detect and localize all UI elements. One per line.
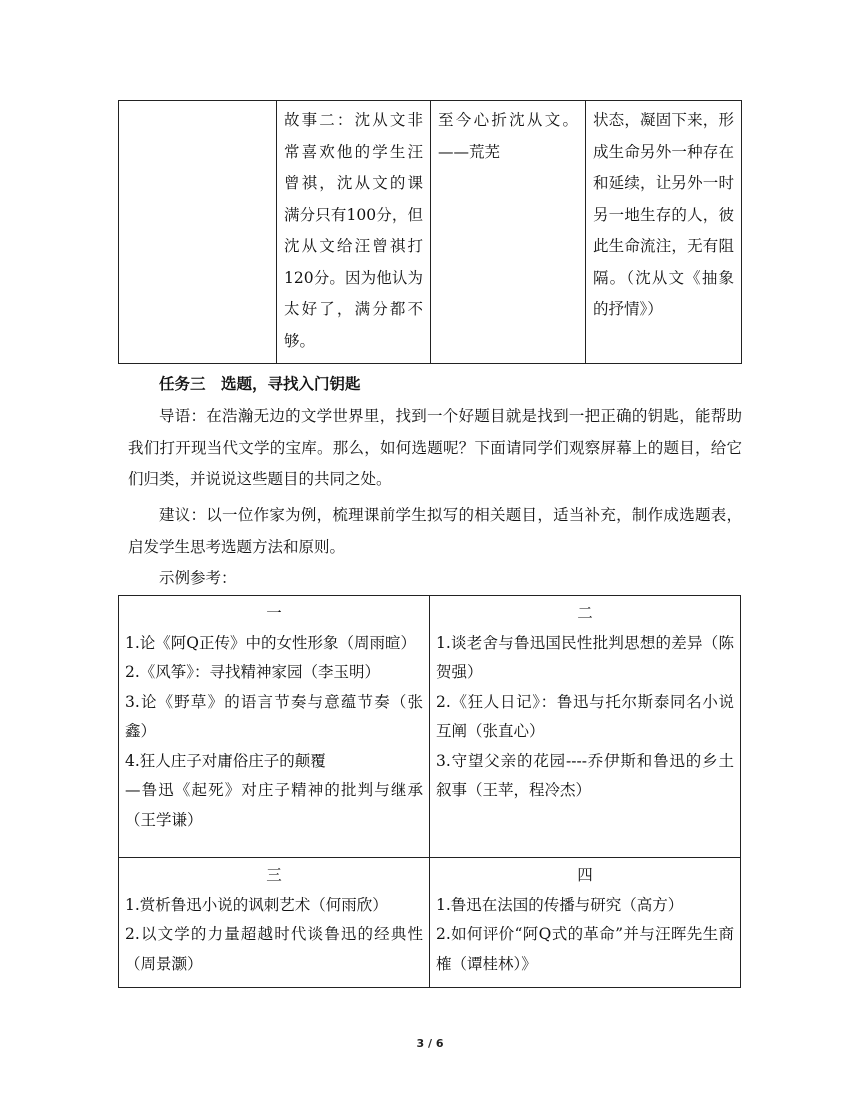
example-cell-3	[119, 858, 430, 988]
section-heading: 任务三 选题，寻找入门钥匙	[159, 375, 361, 393]
table-cell-story	[277, 101, 431, 364]
table-row	[119, 101, 742, 364]
story-text: 故事二：沈从文非常喜欢他的学生汪曾祺，沈从文的课满分只有100分，但沈从文给汪曾祺打120分。因为他认为太好了，满分都不够。	[284, 111, 423, 350]
list-item: 1.鲁迅在法国的传播与研究（高方）	[436, 895, 684, 914]
quote-text: 至今心折沈从文。——荒芜	[438, 111, 578, 161]
list-item: 2.《狂人日记》：鲁迅与托尔斯泰同名小说互阐（张直心）	[436, 692, 734, 740]
list-item: 3.论《野草》的语言节奏与意蕴节奏（张鑫）	[125, 692, 423, 740]
list-item: 4.狂人庄子对庸俗庄子的颠覆	[125, 751, 326, 770]
table-row	[119, 858, 741, 988]
example-cell-1	[119, 596, 430, 858]
suggestion-paragraph: 建议：以一位作家为例，梳理课前学生拟写的相关题目，适当补充，制作成选题表，启发学生思考选题方法和原则。	[128, 506, 742, 556]
example-cell-4	[430, 858, 741, 988]
cell-heading: 三	[266, 866, 282, 884]
list-item: 3.守望父亲的花园----乔伊斯和鲁迅的乡土叙事（王苹，程冷杰）	[436, 751, 734, 799]
intro-paragraph: 导语：在浩瀚无边的文学世界里，找到一个好题目就是找到一把正确的钥匙，能帮助我们打开现当代文学的宝库。那么，如何选题呢？下面请同学们观察屏幕上的题目，给它们归类，并说说这些题目的共同之处。	[128, 407, 742, 488]
cell-heading: 二	[577, 604, 593, 622]
list-item: 1.论《阿Q正传》中的女性形象（周雨暄）	[125, 633, 416, 652]
example-table	[118, 595, 741, 988]
list-item: 1.谈老舍与鲁迅国民性批判思想的差异（陈贺强）	[436, 633, 734, 681]
cell-heading: 四	[577, 866, 593, 884]
table-row	[119, 596, 741, 858]
table-cell-quote	[431, 101, 586, 364]
list-item: —鲁迅《起死》对庄子精神的批判与继承（王学谦）	[125, 781, 423, 829]
example-cell-2	[430, 596, 741, 858]
table-cell-excerpt	[586, 101, 742, 364]
example-label: 示例参考：	[159, 569, 237, 587]
list-item: 2.如何评价“阿Q式的革命”并与汪晖先生商榷（谭桂林）》	[436, 925, 734, 973]
page-number: 3 / 6	[416, 1037, 444, 1050]
list-item: 2.《风筝》：寻找精神家园（李玉明）	[125, 663, 381, 681]
list-item: 1.赏析鲁迅小说的讽刺艺术（何雨欣）	[125, 895, 388, 914]
continuation-table	[118, 100, 742, 364]
cell-heading: 一	[266, 604, 282, 622]
table-cell-empty	[119, 101, 277, 364]
list-item: 2.以文学的力量超越时代谈鲁迅的经典性（周景灏）	[125, 925, 423, 973]
excerpt-text: 状态，凝固下来，形成生命另外一种存在和延续，让另外一时另一地生存的人，彼此生命流注，无有阻隔。（沈从文《抽象的抒情》）	[593, 111, 734, 318]
